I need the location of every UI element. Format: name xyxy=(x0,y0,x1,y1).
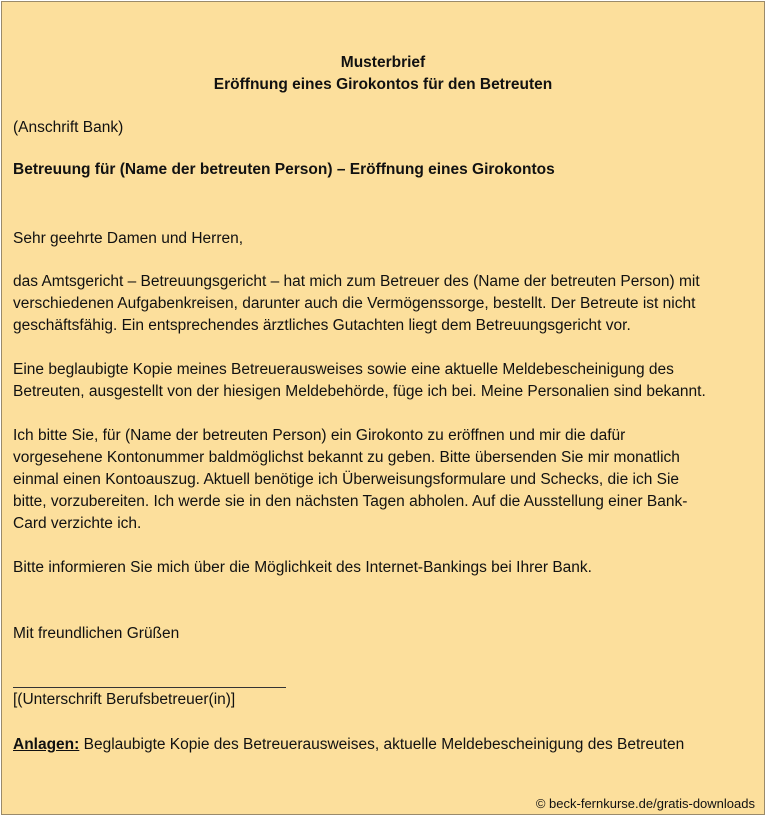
paragraph-1-line: geschäftsfähig. Ein entsprechendes ärztliches Gutachten liegt dem Betreuungsgericht vor. xyxy=(13,317,631,334)
paragraph-3 xyxy=(13,425,687,535)
paragraph-1-line: das Amtsgericht – Betreuungsgericht – hat mich zum Betreuer des (Name der betreuten Person) mit xyxy=(13,273,700,290)
paragraph-4: Bitte informieren Sie mich über die Möglichkeit des Internet-Bankings bei Ihrer Bank. xyxy=(13,559,592,576)
paragraph-2 xyxy=(13,359,706,403)
signature-line xyxy=(13,687,286,688)
bank-address: (Anschrift Bank) xyxy=(13,119,124,136)
paragraph-3-line: bitte, vorzubereiten. Ich werde sie in den nächsten Tagen abholen. Auf die Ausstellung einer Bank- xyxy=(13,493,688,510)
paragraph-1-line: verschiedenen Aufgabenkreisen, darunter auch die Vermögenssorge, bestellt. Der Betreute ist nicht xyxy=(13,295,696,312)
paragraph-1 xyxy=(13,271,700,337)
paragraph-3-line: Card verzichte ich. xyxy=(13,515,142,532)
title-line-1: Musterbrief xyxy=(340,54,426,71)
letter-title xyxy=(2,52,764,96)
letter-subject: Betreuung für (Name der betreuten Person) – Eröffnung eines Girokontos xyxy=(13,161,555,178)
attachments xyxy=(13,734,684,756)
paragraph-2-line: Eine beglaubigte Kopie meines Betreuerausweises sowie eine aktuelle Meldebescheinigung des xyxy=(13,361,674,378)
salutation: Sehr geehrte Damen und Herren, xyxy=(13,230,244,247)
closing: Mit freundlichen Grüßen xyxy=(13,625,180,642)
attachments-text: Beglaubigte Kopie des Betreuerausweises, aktuelle Meldebescheinigung des Betreuten xyxy=(79,736,685,753)
signature-placeholder: [(Unterschrift Berufsbetreuer(in)] xyxy=(13,691,236,708)
attachments-label: Anlagen: xyxy=(13,736,80,753)
paragraph-3-line: einmal einen Kontoauszug. Aktuell benötige ich Überweisungsformulare und Schecks, die ich Sie xyxy=(13,471,680,488)
paragraph-3-line: vorgesehene Kontonummer baldmöglichst bekannt zu geben. Bitte übersenden Sie mir monatlich xyxy=(13,449,680,466)
paragraph-3-line: Ich bitte Sie, für (Name der betreuten Person) ein Girokonto zu eröffnen und mir die dafür xyxy=(13,427,626,444)
letter-page xyxy=(1,1,765,815)
paragraph-2-line: Betreuten, ausgestellt von der hiesigen Meldebehörde, füge ich bei. Meine Personalien sind bekannt. xyxy=(13,383,706,400)
title-line-2: Eröffnung eines Girokontos für den Betreuten xyxy=(213,76,553,93)
copyright-footer: © beck-fernkurse.de/gratis-downloads xyxy=(535,796,755,811)
